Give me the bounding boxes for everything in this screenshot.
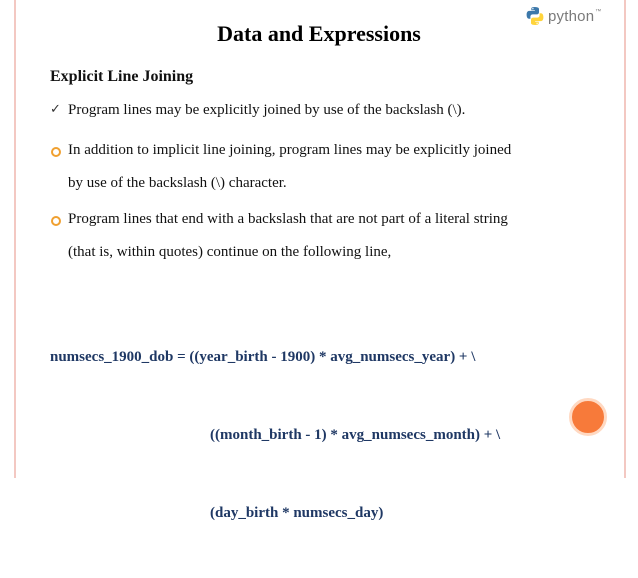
- code-line-3: [50, 500, 500, 526]
- right-border-line: [624, 0, 626, 478]
- bullet-text: [68, 94, 610, 127]
- python-logo-wordmark: python: [548, 7, 595, 25]
- code-block: [50, 292, 500, 578]
- code-line-2-text: ((month_birth - 1) * avg_numsecs_month) + \: [210, 427, 501, 443]
- trademark-symbol: ™: [595, 9, 602, 15]
- bullet-item-2: [50, 134, 610, 200]
- bullet-item-1: [50, 94, 610, 127]
- left-border-line: [14, 0, 16, 478]
- ring-bullet-icon: [50, 207, 64, 231]
- corner-accent-circle: [569, 398, 607, 436]
- bullet-item-3: [50, 203, 610, 269]
- bullet-text: [68, 134, 610, 200]
- bullet-line: Program lines may be explicitly joined by use of the backslash (\).: [68, 102, 466, 118]
- bullet-line: In addition to implicit line joining, program lines may be explicitly joined: [68, 142, 512, 158]
- bullet-line: Program lines that end with a backslash that are not part of a literal string: [68, 211, 508, 227]
- bullet-text: [68, 203, 610, 269]
- slide-title: Data and Expressions: [217, 21, 421, 46]
- check-icon: ✓: [50, 102, 61, 117]
- bullet-line: by use of the backslash (\) character.: [68, 175, 287, 191]
- code-line-3-text: (day_birth * numsecs_day): [210, 505, 384, 521]
- ring-bullet-icon: [50, 138, 64, 162]
- section-subheading: Explicit Line Joining: [50, 68, 194, 85]
- bullet-line: (that is, within quotes) continue on the following line,: [68, 244, 392, 260]
- code-line-1: numsecs_1900_dob = ((year_birth - 1900) * avg_numsecs_year) + \: [50, 349, 476, 365]
- code-line-2: [50, 422, 500, 448]
